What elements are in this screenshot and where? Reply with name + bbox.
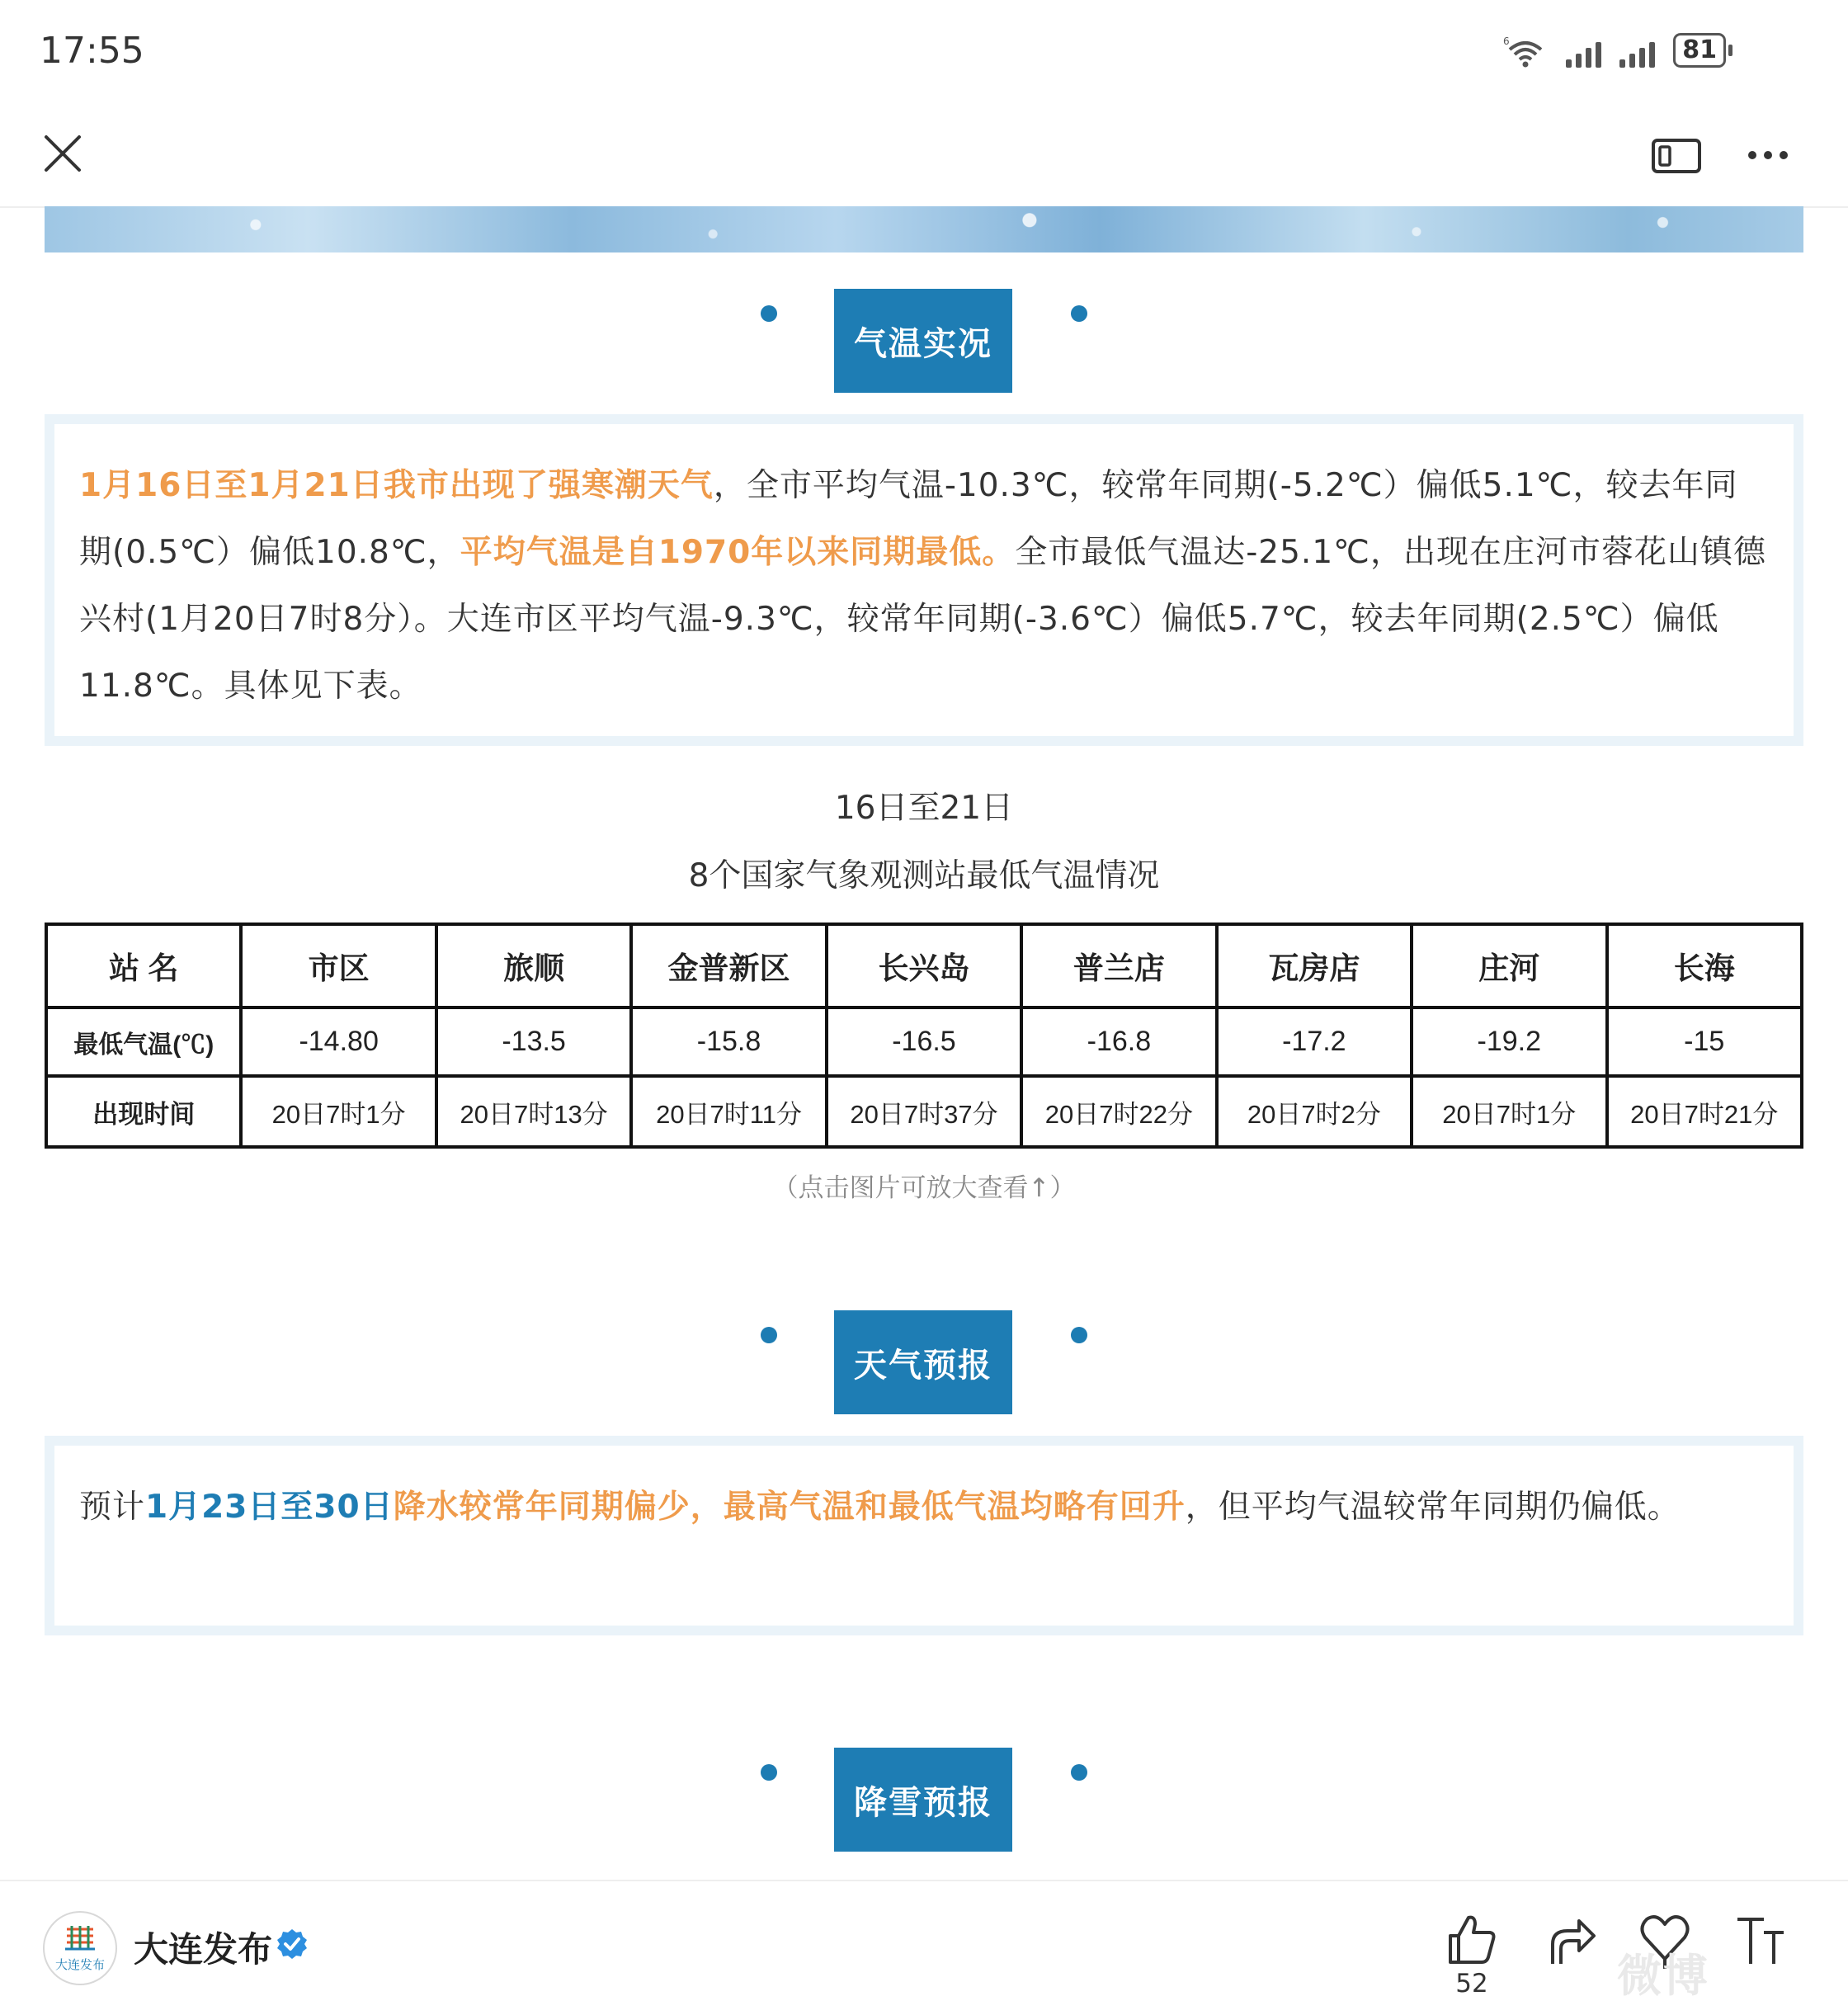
table-row-label: 出现时间 [46, 1076, 241, 1147]
like-count: 52 [1455, 1969, 1488, 1998]
table-cell: -14.80 [241, 1008, 436, 1077]
table-cell: 20日7时21分 [1607, 1076, 1803, 1147]
section-header-temperature [0, 289, 1848, 393]
bullet-dot [1071, 1764, 1087, 1781]
status-time: 17:55 [40, 30, 144, 72]
section-header-snow [0, 1748, 1848, 1852]
table-row [46, 1076, 1802, 1147]
avatar[interactable] [43, 1911, 117, 1985]
bottom-action-bar [0, 1880, 1848, 2015]
table-cell: -17.2 [1217, 1008, 1412, 1077]
battery-icon [1673, 33, 1732, 68]
status-icons [1503, 33, 1732, 68]
table-cell: -15.8 [631, 1008, 826, 1077]
highlight-text: 1月16日至1月21日我市出现了强寒潮天气 [79, 467, 714, 504]
more-icon[interactable] [1739, 132, 1797, 178]
body-text: ，全市平均气温-10.3℃，较常年同期(-5.2℃）偏低5.1℃，较去年同期(0.5℃）偏低10.8℃， [79, 467, 1738, 571]
table-header-cell: 庄河 [1412, 924, 1606, 1008]
section-title: 降雪预报 [834, 1748, 1012, 1852]
signal-icon-2 [1619, 38, 1655, 68]
image-zoom-hint: （点击图片可放大查看↑） [772, 1173, 1076, 1203]
table-cell: -16.8 [1021, 1008, 1216, 1077]
bullet-dot [761, 305, 777, 322]
table-cell: -15 [1607, 1008, 1803, 1077]
highlight-text: 降水较常年同期偏少，最高气温和最低气温均略有回升 [393, 1489, 1186, 1526]
table-header-cell: 市区 [241, 924, 436, 1008]
table-header-cell: 瓦房店 [1217, 924, 1412, 1008]
section-title: 气温实况 [834, 289, 1012, 393]
table-cell: 20日7时2分 [1217, 1076, 1412, 1147]
table-header-cell: 普兰店 [1021, 924, 1216, 1008]
table-header-cell: 长海 [1607, 924, 1803, 1008]
table-caption-line1: 16日至21日 [834, 790, 1014, 827]
mini-window-icon[interactable] [1648, 132, 1706, 178]
table-row [46, 1008, 1802, 1077]
bullet-dot [1071, 1327, 1087, 1343]
share-icon[interactable] [1536, 1906, 1602, 1972]
like-icon[interactable] [1439, 1906, 1505, 1972]
table-cell: 20日7时1分 [241, 1076, 436, 1147]
table-cell: 20日7时22分 [1021, 1076, 1216, 1147]
table-header-cell: 站 名 [46, 924, 241, 1008]
body-text: 全市最低气温达-25.1℃，出现在庄河市蓉花山镇德兴村(1月20日7时8分）。大连市区平均气温-9.3℃，较常年同期(-3.6℃）偏低5.7℃，较去年同期(2.5℃）偏低11.8℃。具体见下表。 [79, 534, 1766, 705]
table-cell: -19.2 [1412, 1008, 1606, 1077]
table-header-cell: 金普新区 [631, 924, 826, 1008]
table-cell: 20日7时13分 [436, 1076, 631, 1147]
status-bar [0, 0, 1848, 107]
table-cell: -13.5 [436, 1008, 631, 1077]
signal-icon-1 [1566, 38, 1601, 68]
body-text: 预计 [79, 1489, 146, 1526]
table-header-row [46, 924, 1802, 1008]
highlight-date: 1月23日至30日 [145, 1489, 394, 1526]
table-cell: 20日7时1分 [1412, 1076, 1606, 1147]
table-row-label: 最低气温(℃) [46, 1008, 241, 1077]
close-icon[interactable] [36, 127, 89, 180]
section-header-forecast [0, 1310, 1848, 1414]
highlight-text: 平均气温是自1970年以来同期最低。 [460, 534, 1016, 571]
logo-icon [62, 1924, 98, 1954]
table-cell: -16.5 [827, 1008, 1021, 1077]
table-cell: 20日7时37分 [827, 1076, 1021, 1147]
wifi-icon [1503, 35, 1548, 68]
min-temperature-table[interactable] [45, 923, 1803, 1149]
svg-text:6: 6 [1503, 35, 1510, 47]
snow-banner-image [45, 206, 1803, 252]
forecast-summary [45, 1436, 1803, 1635]
bullet-dot [761, 1327, 777, 1343]
body-text: ，但平均气温较常年同期仍偏低。 [1185, 1489, 1681, 1526]
table-cell: 20日7时11分 [631, 1076, 826, 1147]
account-name[interactable]: 大连发布 [134, 1929, 273, 1970]
verified-icon [276, 1928, 309, 1961]
watermark: 微博 [1617, 1950, 1709, 2002]
table-caption-line2: 8个国家气象观测站最低气温情况 [688, 857, 1160, 894]
battery-level: 81 [1673, 33, 1726, 68]
table-header-cell: 长兴岛 [827, 924, 1021, 1008]
temperature-summary [45, 414, 1803, 746]
bullet-dot [761, 1764, 777, 1781]
table-header-cell: 旅顺 [436, 924, 631, 1008]
top-bar [0, 107, 1848, 208]
font-size-icon[interactable] [1728, 1906, 1794, 1972]
section-title: 天气预报 [834, 1310, 1012, 1414]
avatar-text: 大连发布 [54, 1956, 105, 1972]
bullet-dot [1071, 305, 1087, 322]
